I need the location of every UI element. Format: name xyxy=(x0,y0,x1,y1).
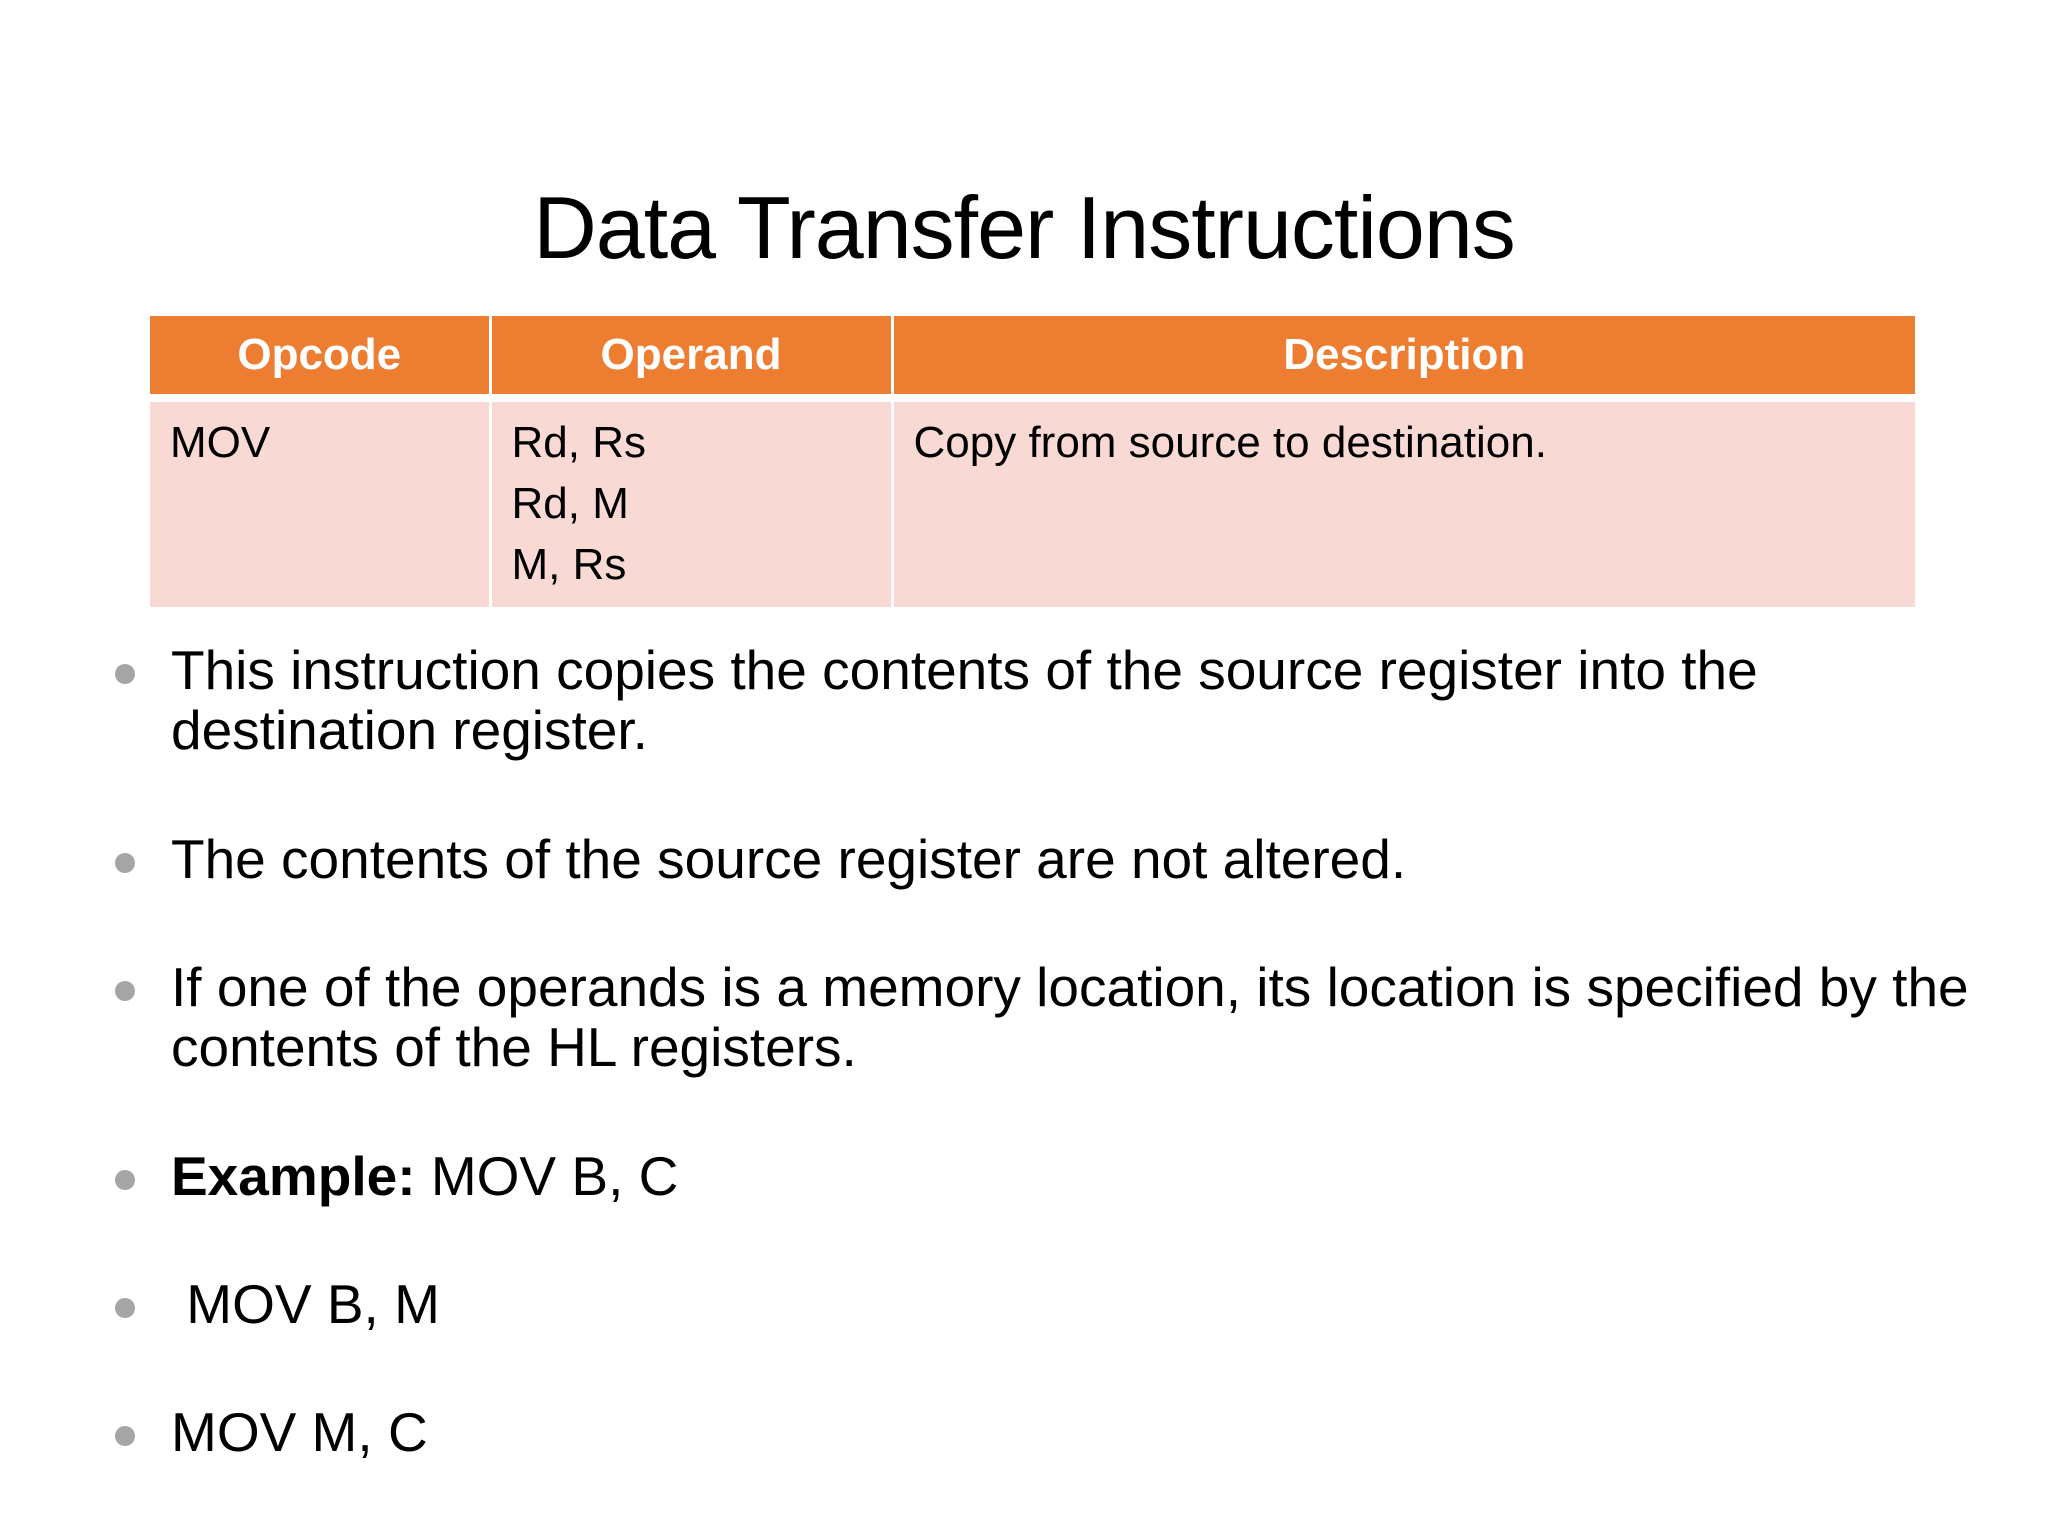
header-opcode: Opcode xyxy=(150,316,490,398)
header-description: Description xyxy=(892,316,1915,398)
slide-title: Data Transfer Instructions xyxy=(533,178,1515,277)
example-label: Example: xyxy=(171,1145,416,1207)
bullet-icon xyxy=(115,1170,135,1190)
bullet-icon xyxy=(115,664,135,684)
operand-line: Rd, Rs xyxy=(511,418,646,467)
bullet-icon xyxy=(115,1426,135,1446)
description-text: Copy from source to destination. xyxy=(913,418,1547,467)
table-row xyxy=(150,398,1915,607)
cell-description xyxy=(892,398,1915,607)
operand-line: Rd, M xyxy=(511,479,629,528)
operand-line: M, Rs xyxy=(511,540,627,589)
table-header-row xyxy=(150,316,1915,398)
opcode-text: MOV xyxy=(170,418,271,467)
cell-operand xyxy=(490,398,892,607)
bullet-text: This instruction copies the contents of the source register into the destination register. xyxy=(171,639,1758,761)
bullet-text xyxy=(171,1146,2011,1206)
header-operand: Operand xyxy=(490,316,892,398)
bullet-icon xyxy=(115,853,135,873)
bullet-icon xyxy=(115,1298,135,1318)
instruction-table xyxy=(150,316,1915,607)
bullet-text: MOV M, C xyxy=(171,1401,428,1463)
bullet-text: If one of the operands is a memory location, its location is specified by the contents of the HL registers. xyxy=(171,956,1969,1078)
example-text: MOV B, C xyxy=(415,1145,679,1207)
bullet-text: MOV B, M xyxy=(171,1273,440,1335)
bullet-text: The contents of the source register are not altered. xyxy=(171,828,1407,890)
bullet-icon xyxy=(115,981,135,1001)
cell-opcode xyxy=(150,398,490,607)
